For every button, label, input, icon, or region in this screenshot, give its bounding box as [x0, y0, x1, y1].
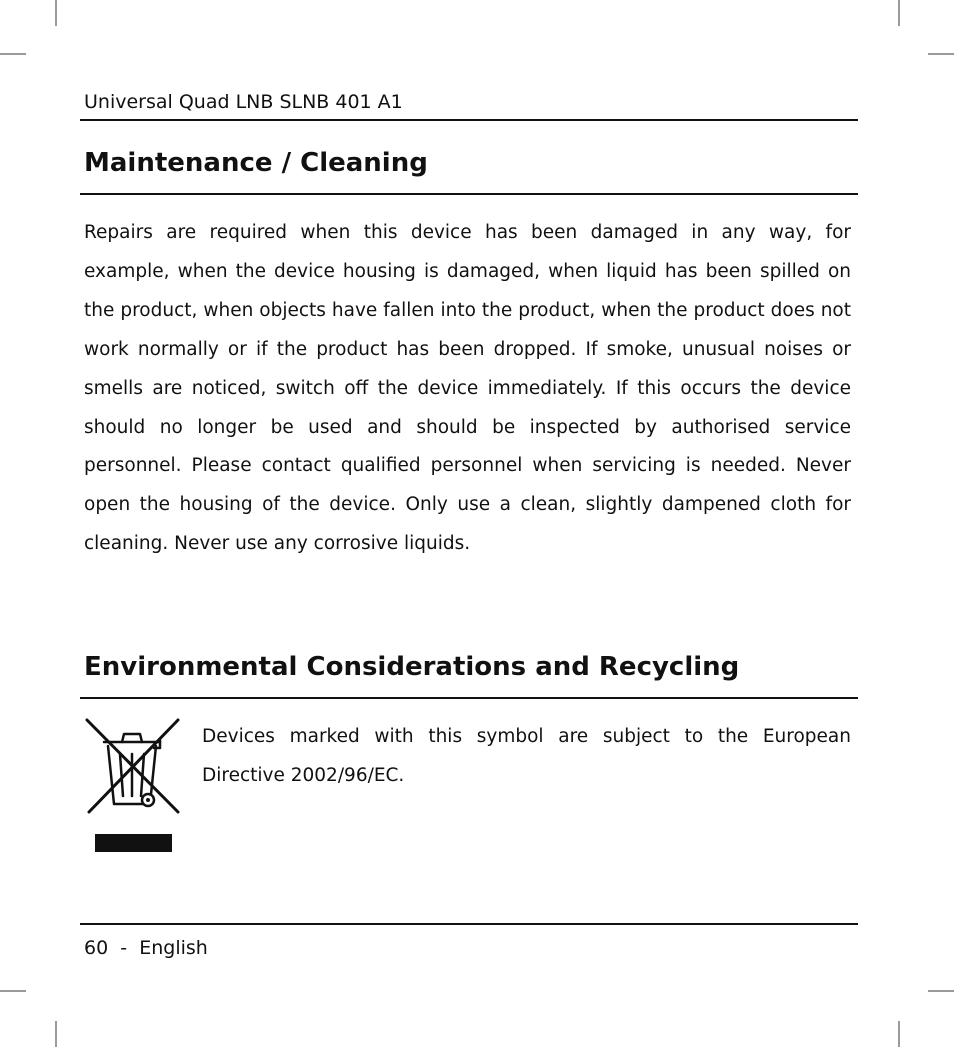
footer-gap — [108, 937, 120, 959]
page-footer — [84, 934, 208, 962]
section-rule-environmental — [80, 697, 858, 699]
running-header: Universal Quad LNB SLNB 401 A1 — [84, 91, 403, 113]
section-rule-maintenance — [80, 193, 858, 195]
crossed-out-wheelie-bin-icon — [84, 716, 184, 856]
crop-mark-bottom-left-horizontal — [0, 990, 26, 992]
header-rule — [80, 119, 858, 121]
section-title-environmental: Environmental Considerations and Recycling — [84, 652, 740, 682]
environmental-paragraph: Devices marked with this symbol are subject to the European Directive 2002/96/EC. — [202, 726, 851, 786]
crop-mark-top-right-horizontal — [928, 53, 954, 55]
crop-mark-bottom-right-vertical — [898, 1021, 900, 1047]
crop-mark-bottom-left-vertical — [55, 1021, 57, 1047]
crop-mark-top-left-horizontal — [0, 53, 26, 55]
crop-mark-top-right-vertical — [898, 0, 900, 26]
crop-mark-top-left-vertical — [55, 0, 57, 26]
maintenance-paragraph: Repairs are required when this device has been damaged in any way, for example, when the device housing is damaged, when liquid has been spilled on the product, when objects have fallen into the product, when the product does not work normally or if the product has been dropped. If smoke, unusual noises or smells are noticed, switch off the device immediately. If this occurs the device should no longer be used and should be inspected by authorised service personnel. Please contact qualified personnel when servicing is needed. Never open the housing of the device. Only use a clean, slightly dampened cloth for cleaning. Never use any corrosive liquids. — [84, 222, 851, 555]
crop-mark-bottom-right-horizontal — [928, 990, 954, 992]
section-title-maintenance: Maintenance / Cleaning — [84, 148, 428, 178]
footer-language: English — [139, 937, 208, 959]
footer-rule — [80, 923, 858, 925]
footer-separator: - — [120, 937, 128, 959]
page-number: 60 — [84, 937, 109, 959]
footer-gap — [127, 937, 139, 959]
